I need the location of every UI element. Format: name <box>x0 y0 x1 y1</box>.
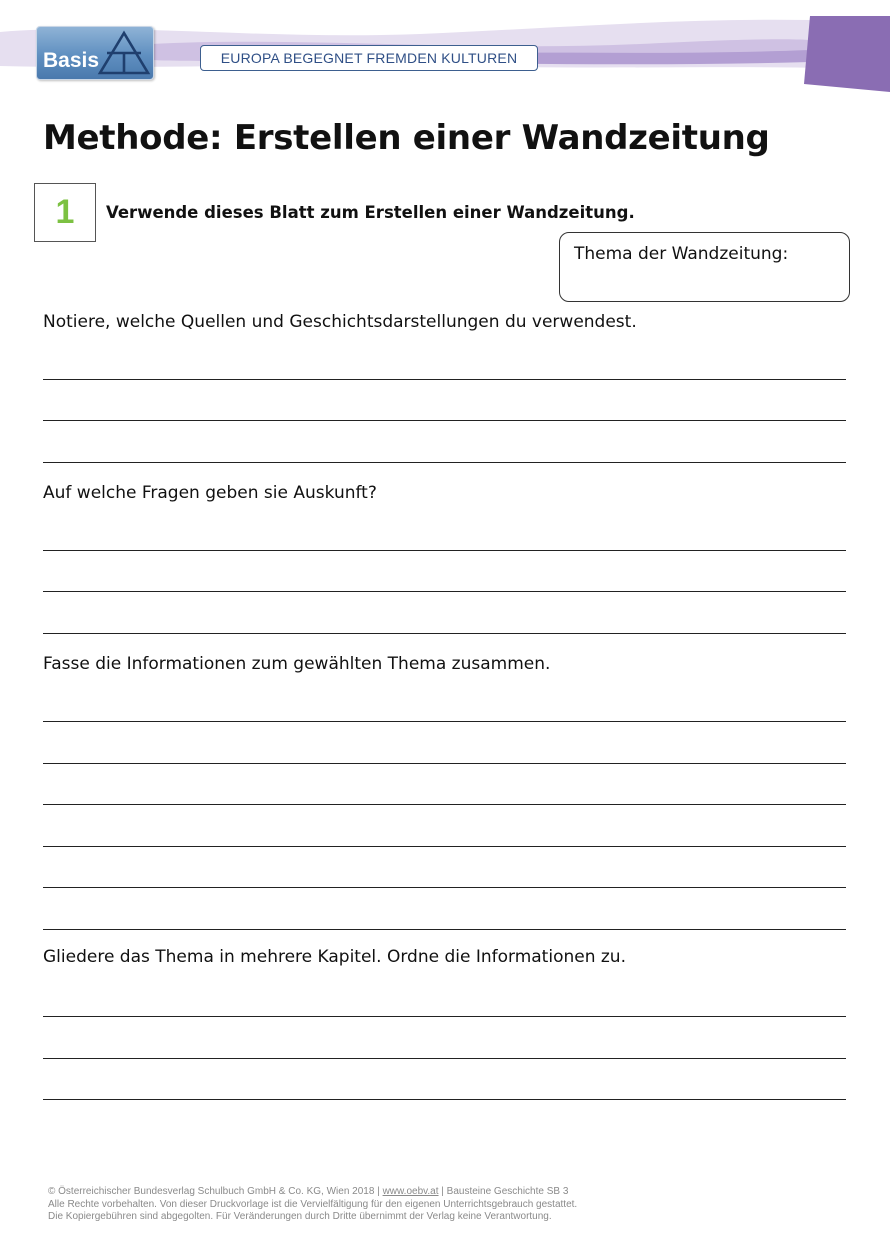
topic-label: Thema der Wandzeitung: <box>574 244 789 264</box>
writing-line[interactable] <box>43 420 846 421</box>
page-title: Methode: Erstellen einer Wandzeitung <box>43 118 770 158</box>
writing-line[interactable] <box>43 721 846 722</box>
writing-line[interactable] <box>43 462 846 463</box>
prompt-chapters: Gliedere das Thema in mehrere Kapitel. Ordne die Informationen zu. <box>43 947 626 967</box>
writing-line[interactable] <box>43 804 846 805</box>
writing-line[interactable] <box>43 763 846 764</box>
writing-line[interactable] <box>43 929 846 930</box>
basis-logo <box>36 26 154 80</box>
topic-field[interactable] <box>559 232 850 302</box>
copyright-footer <box>48 1186 577 1224</box>
writing-line[interactable] <box>43 1058 846 1059</box>
prompt-questions: Auf welche Fragen geben sie Auskunft? <box>43 483 377 503</box>
writing-line[interactable] <box>43 591 846 592</box>
footer-line-1 <box>48 1186 577 1199</box>
writing-line[interactable] <box>43 846 846 847</box>
footer-line-3: Die Kopiergebühren sind abgegolten. Für Veränderungen durch Dritte übernimmt der Verlag keine Verantwortung. <box>48 1211 552 1222</box>
writing-line[interactable] <box>43 1099 846 1100</box>
task-number-box <box>34 183 96 242</box>
writing-line[interactable] <box>43 1016 846 1017</box>
task-number: 1 <box>55 193 75 231</box>
writing-line[interactable] <box>43 633 846 634</box>
writing-line[interactable] <box>43 550 846 551</box>
series-title: EUROPA BEGEGNET FREMDEN KULTUREN <box>200 45 538 71</box>
prompt-sources: Notiere, welche Quellen und Geschichtsdarstellungen du verwendest. <box>43 312 637 332</box>
publisher-link[interactable]: www.oebv.at <box>382 1186 439 1197</box>
footer-line-2: Alle Rechte vorbehalten. Von dieser Druckvorlage ist die Vervielfältigung für den eigenen Unterrichtsgebrauch gestattet. <box>48 1198 578 1210</box>
header-accent-block <box>804 16 890 92</box>
writing-line[interactable] <box>43 379 846 380</box>
task-instruction: Verwende dieses Blatt zum Erstellen einer Wandzeitung. <box>106 203 635 222</box>
basis-logo-text: Basis <box>43 49 100 72</box>
prompt-summary: Fasse die Informationen zum gewählten Thema zusammen. <box>43 654 551 674</box>
footer-book: | Bausteine Geschichte SB 3 <box>438 1186 569 1197</box>
footer-publisher: © Österreichischer Bundesverlag Schulbuch GmbH & Co. KG, Wien 2018 | <box>48 1186 383 1197</box>
writing-line[interactable] <box>43 887 846 888</box>
triangle-logo-icon <box>97 29 151 77</box>
